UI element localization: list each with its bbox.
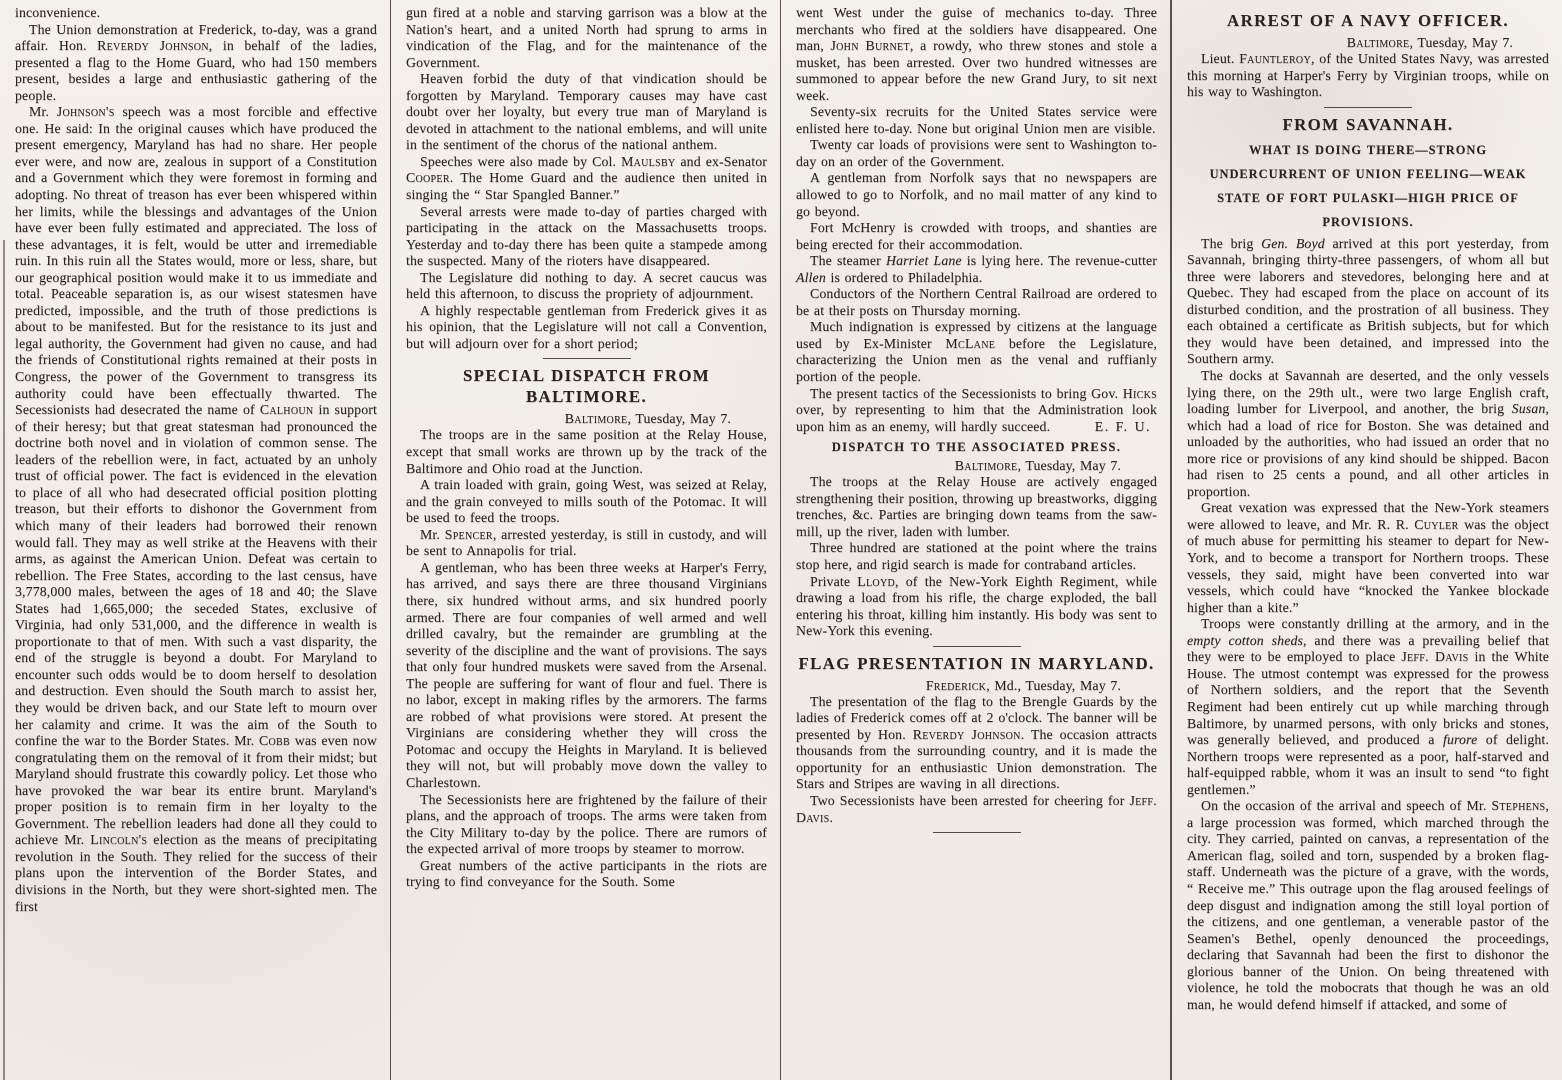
article-paragraph [796, 319, 1157, 385]
body-text: Twenty car loads of provisions were sent to Washington to-day on an order of the Government. [796, 137, 1157, 169]
body-text: and ex-Senator [675, 153, 767, 169]
newspaper-column-1 [0, 0, 390, 1080]
body-text: A train loaded with grain, going West, was seized at Relay, and the grain conveyed to mills south of the Potomac. It will be used to feed the troops. [406, 477, 767, 526]
article-headline [1187, 114, 1549, 135]
small-caps-name: Stephens [1491, 798, 1546, 814]
body-text: , Tuesday, May 7. [627, 411, 731, 427]
dateline [796, 457, 1157, 474]
small-caps-name: John Burnet [830, 38, 910, 54]
small-caps-name: Baltimore [954, 458, 1018, 474]
body-text: , of the New-York Eighth Regiment, while drawing a load from his rifle, the charge exploded, the ball entering his throat, killing him instantly. His body was sent to New-York this evening. [796, 573, 1157, 639]
article-paragraph [796, 694, 1157, 793]
body-text: On the occasion of the arrival and speech of Mr. [1201, 798, 1492, 814]
article-paragraph [1187, 616, 1549, 798]
dateline [796, 677, 1157, 694]
italic-text: furore [1442, 732, 1478, 748]
newspaper-column-3 [780, 0, 1170, 1080]
body-text: Three hundred are stationed at the point where the trains stop here, and rigid search is made for contraband articles. [796, 540, 1157, 572]
body-text: . The occasion attracts thousands from the surrounding country, and it is made the opportunity for an enthusiastic Union demonstration. The Stars and Stripes are waving in all directions. [796, 726, 1157, 792]
body-text: FROM SAVANNAH. [1282, 114, 1454, 134]
italic-text: Gen. Boyd [1261, 235, 1325, 251]
article-paragraph [1187, 51, 1549, 101]
article-headline [406, 365, 767, 407]
body-text: Several arrests were made to-day of parties charged with participating in the attack on the Massachusetts troops. Yesterday and to-day there has been quite a stampede among the suspected. Many of the rioters have disappeared. [406, 203, 767, 269]
small-caps-name: Lincoln's [90, 832, 148, 848]
body-text: speech was a most forcible and effective one. He said: In the original causes which have produced the present emergency, Maryland has had no share. Her people ever were, and now are, zealous in support of a Constitution and a Government which they were foremost in forming and adopting. No threat of treason has ever been whispered within her limits, while the blessings and advantages of the Union have ever been fully estimated and appreciated. The loss of these advantages, it is felt, would be utter and irremediable ruin. In this ruin all the States would, more or less, share, but our geographical position would make it to us immediate and total. Peaceable separation is, as our wisest statesmen have predicted, impossible, and the truth of those predictions is about to be manifested. But for the resistance to its just and legal authority, the Government had given no cause, and had the friends of Constitutional rights remained at their posts in Congress, the power of the Government to transgress its authority could have been effectually thwarted. The Secessionists had desecrated the name of [15, 104, 377, 418]
section-divider-rule [933, 646, 1021, 647]
body-text: Mr. [29, 104, 57, 120]
article-paragraph [796, 540, 1157, 573]
article-paragraph [406, 427, 767, 477]
article-paragraph [15, 22, 377, 105]
italic-text: empty cotton sheds [1187, 632, 1304, 648]
body-text: , Tuesday, May 7. [1017, 458, 1121, 474]
small-caps-name: McLane [945, 335, 996, 351]
body-text: was even now congratulating them on the removal of it from their midst; but Maryland should frustrate this cowardly policy. Let those who have provoked the war bear its entire brunt. Maryland's proper position is to remain firm in her loyalty to the Government. The rebellion leaders had done all they could to achieve Mr. [15, 733, 378, 848]
small-caps-name: Baltimore [564, 411, 628, 427]
body-text: , a large procession was formed, which marched through the city. They carried, painted on canvas, a representation of the American flag, soiled and torn, suspended by a broken flag-staff. Underneath was the picture of a grave, with the words, “ Receive me.” This outrage upon the flag aroused feelings of deep disgust and indignation among the still loyal portion of the citizens, and one gentleman, a venerable pastor of the Seamen's Bethel, openly denounced the proceedings, declaring that Savannah had been the first to dishonor the glorious banner of the Union. On being threatened with violence, he told the mobocrats that though he was an old man, he would defend himself if attacked, and some of [1187, 798, 1549, 1012]
newspaper-column-4 [1170, 0, 1562, 1080]
body-text: The steamer [810, 253, 886, 269]
body-text: SPECIAL DISPATCH FROM BALTIMORE. [462, 366, 711, 407]
body-text: Conductors of the Northern Central Railroad are ordered to be at their posts on Thursday morning. [796, 286, 1157, 318]
body-text: Lieut. [1201, 51, 1240, 66]
body-text: Seventy-six recruits for the United States service were enlisted here to-day. None but original Union men are visible. [796, 104, 1157, 136]
article-paragraph [406, 527, 767, 560]
article-paragraph [406, 303, 767, 353]
article-paragraph-continuation [15, 5, 377, 22]
body-text: The Secessionists here are frightened by the failure of their plans, and the approach of troops. The arms were taken from the City Military to-day by the police. There are rumors of the expected arrival of more troops by steamer to morrow. [406, 791, 767, 857]
small-caps-name: Reverdy Johnson [97, 38, 209, 54]
article-paragraph [406, 858, 767, 891]
body-text: went West under the guise of mechanics to-day. Three merchants who fired at the soldiers have disappeared. One man, [796, 5, 1157, 54]
body-text: in the White House. The utmost contempt was expressed for the prowess of Northern soldiers, and the report that the Seventh Regiment had been entirely cut up while marching through Baltimore, by unarmed persons, with only bricks and stones, was generally believed, and produced a [1187, 649, 1549, 748]
body-text: Much indignation is expressed by citizens at the language used by Ex-Minister [796, 319, 1157, 351]
article-paragraph [1187, 798, 1549, 1013]
body-text: Private [810, 573, 858, 589]
small-caps-name: Cuyler [1414, 516, 1459, 532]
body-text: is lying here. The revenue-cutter [961, 253, 1157, 269]
article-paragraph [796, 386, 1157, 436]
body-text: The Union demonstration at Frederick, to-day, was a grand affair. Hon. [15, 21, 377, 54]
italic-text: Allen [796, 269, 826, 285]
body-text: is ordered to Philadelphia. [825, 269, 983, 285]
section-divider-rule [1324, 107, 1412, 108]
article-paragraph [406, 71, 767, 154]
body-text: A highly respectable gentleman from Frederick gives it as his opinion, that the Legislature will not call a Convention, but will adjourn over for a short period; [406, 302, 767, 351]
article-paragraph-continuation [796, 5, 1157, 104]
body-text: . The Home Guard and the audience then united in singing the “ Star Spangled Banner.” [406, 170, 767, 203]
small-caps-name: Frederick [925, 677, 987, 693]
italic-text: Susan [1511, 401, 1546, 417]
small-caps-name: Reverdy Johnson [912, 726, 1021, 742]
article-paragraph [796, 286, 1157, 319]
dateline [406, 410, 767, 427]
article-paragraph [796, 793, 1157, 826]
article-paragraph [796, 170, 1157, 220]
body-text: , and there was a prevailing belief that they were to be employed to place [1187, 632, 1549, 665]
body-text: , which had a load of rice for Boston. She was detained and unloaded by the authorities, who had issued an order that no more rice or provisions of any kind should be shipped. Bacon had risen to 25 cents a pound, and all other articles in proportion. [1187, 401, 1549, 499]
small-caps-name: Fauntleroy [1239, 51, 1311, 66]
body-text: was the object of much abuse for permitting his steamer to depart for New-York, and to become a transport for Northern troops. These vessels, they said, might have been converted into war vessels, which could have “knocked the Yankee blockade higher than a kite.” [1187, 516, 1550, 615]
body-text: . [829, 809, 834, 825]
article-paragraph [15, 104, 377, 915]
small-caps-name: Spencer [444, 526, 493, 542]
small-caps-name: Lloyd [857, 573, 895, 589]
body-text: gun fired at a noble and starving garrison was a blow at the Nation's heart, and a united North had sprung to arms in vindication of the Flag, and for the maintenance of the Government. [406, 5, 767, 70]
body-text: , Md., Tuesday, May 7. [986, 677, 1121, 693]
article-paragraph [1187, 368, 1549, 500]
body-text: The present tactics of the Secessionists to bring Gov. [810, 385, 1123, 401]
small-caps-name: Baltimore [1346, 35, 1410, 50]
small-caps-name: Johnson's [56, 104, 115, 120]
body-text: , in behalf of the ladies, presented a flag to the Home Guard, who had 150 members present, besides a large and enthusiastic gathering of the people. [15, 38, 377, 103]
body-text: The troops at the Relay House are actively engaged strengthening their position, throwing up breastworks, digging trenches, &c. Parties are bringing down teams from the saw-mill, up the river, laden with lumber. [796, 474, 1157, 539]
body-text: The brig [1201, 235, 1262, 251]
body-text: election as the means of precipitating revolution in the South. They relied for the success of their plans upon the intervention of the Border States, and divisions in the North, but they were short-sighted men. The first [15, 832, 378, 914]
body-text: Speeches were also made by Col. [420, 153, 622, 169]
newspaper-column-2 [390, 0, 780, 1080]
article-paragraph [796, 220, 1157, 253]
body-text: inconvenience. [15, 5, 101, 20]
body-text: The presentation of the flag to the Brengle Guards by the ladies of Frederick comes off at 2 o'clock. The banner will be presented by Hon. [796, 693, 1157, 742]
article-paragraph [1187, 500, 1549, 616]
body-text: in support of their heresy; but that great statesman had pronounced the doctrine both novel and in violation of common sense. The leaders of the rebellion were, in fact, actuated by an unholy trust of official power. The fact is evidenced in the elevation to place of all who had desecrated official position plotting treason, but their efforts to dishonor the Government from which many of their leaders had borrowed their renown would fall. They may as well strike at the Heavens with their arms, as against the American Union. Defeat was certain to rebellion. The Free States, according to the last census, have 3,778,000 males, between the ages of 18 and 40; the Slave States had 1,665,000; the seceded States, exclusive of Virginia, had only 531,000, and the difference in wealth is proportionate to that of men. With such a vast disparity, the end of the struggle is beyond a doubt. For Maryland to encounter such odds would be to doom herself to desolation and destruction. Even should the South march to assist her, they would be driven back, and our State left to mourn over her calamity and crime. It was the aim of the South to confine the war to the Border States. Mr. [15, 402, 378, 749]
body-text: over, by representing to him that the Administration look upon him as an enemy, will hardly succeed. [796, 402, 1157, 434]
section-divider-rule [933, 832, 1021, 833]
dateline [1187, 34, 1549, 51]
body-text: A gentleman, who has been three weeks at Harper's Ferry, has arrived, and says there are three thousand Virginians there, six hundred without arms, and six hundred poorly armed. There are four companies of well armed and well drilled cavalry, but the remainder are grumbling at the severity of the discipline and the want of provisions. The says that only four hundred muskets were saved from the Arsenal. The people are suffering for want of flour and fuel. There is no labor, except in making rifles by the armorers. The farms are robbed of what provisions were stored. At present the Virginians are considering whether they will cross the Potomac and occupy the Heights in Maryland. It is believed they will not, but will probably move down the valley to Charlestown. [406, 559, 767, 790]
body-text: Fort McHenry is crowded with troops, and shanties are being erected for their accommodation. [796, 220, 1157, 252]
body-text: FLAG PRESENTATION IN MARYLAND. [798, 653, 1155, 673]
article-paragraph [406, 270, 767, 303]
small-caps-name: Hicks [1122, 385, 1157, 401]
article-deck [1191, 138, 1545, 234]
small-caps-name: Jeff. Davis [1401, 649, 1469, 665]
small-caps-name: Maulsby [621, 153, 676, 169]
article-paragraph [796, 574, 1157, 640]
article-paragraph [406, 477, 767, 527]
body-text: , a rowdy, who threw stones and stole a musket, has been arrested. Over two hundred witnesses are summoned to appear before the new Grand Jury, to sit next week. [796, 38, 1158, 103]
article-paragraph [406, 204, 767, 270]
article-paragraph [1187, 236, 1549, 368]
body-text: , arrested yesterday, is still in custody, and will be sent to Annapolis for trial. [406, 526, 767, 559]
article-paragraph [406, 560, 767, 792]
body-text: The Legislature did nothing to day. A secret caucus was held this afternoon, to discuss the propriety of adjournment. [406, 269, 767, 302]
body-text: Troops were constantly drilling at the armory, and in the [1201, 616, 1549, 632]
body-text: Two Secessionists have been arrested for cheering for [810, 792, 1130, 808]
body-text: A gentleman from Norfolk says that no newspapers are allowed to go to Norfolk, and no mail matter of any kind to go beyond. [796, 170, 1157, 219]
body-text: ARREST OF A NAVY OFFICER. [1227, 11, 1509, 30]
article-subheadline [796, 439, 1157, 456]
body-text: , of the United States Navy, was arrested this morning at Harper's Ferry by Virginian troops, while on his way to Washington. [1187, 51, 1549, 100]
small-caps-name: Cobb [258, 733, 290, 749]
article-paragraph [796, 253, 1157, 286]
body-text: The troops are in the same position at the Relay House, except that small works are thrown up by the track of the Baltimore and Ohio road at the Junction. [406, 427, 767, 476]
body-text: Mr. [420, 526, 445, 542]
article-paragraph [796, 474, 1157, 540]
body-text: WHAT IS DOING THERE—STRONG UNDERCURRENT OF UNION FEELING—WEAK STATE OF FORT PULASKI—HIGH PRICE OF PROVISIONS. [1209, 142, 1527, 229]
body-text: The docks at Savannah are deserted, and the only vessels lying there, on the 29th ult., were two large English craft, loading lumber for Liverpool, and another, the brig [1187, 368, 1549, 417]
body-text: arrived at this port yesterday, from Savannah, bringing thirty-three passengers, of whom all but three were laborers and stevedores, belonging here and at Quebec. They had escaped from the place on account of its disturbed condition, and the prostration of all business. They each obtained a certificate as British subjects, but for which they would have been detained, and impressed into the Southern army. [1187, 235, 1549, 367]
article-headline [796, 653, 1157, 674]
body-text: Great vexation was expressed that the New-York steamers were allowed to leave, and Mr. R. R. [1187, 500, 1549, 532]
article-paragraph [406, 792, 767, 858]
article-paragraph [796, 104, 1157, 137]
body-text: of delight. Northern troops were represented as a poor, half-starved and half-equipped rabble, whom it was an insult to send “to fight gentlemen.” [1187, 732, 1549, 797]
italic-text: Harriet Lane [885, 253, 962, 269]
small-caps-name: Jeff. Davis [796, 792, 1157, 825]
article-paragraph [796, 137, 1157, 170]
small-caps-name: Calhoun [259, 402, 314, 418]
body-text: DISPATCH TO THE ASSOCIATED PRESS. [831, 440, 1122, 455]
article-paragraph-continuation [406, 5, 767, 71]
body-text: Great numbers of the active participants in the riots are trying to find conveyance for the South. Some [406, 857, 767, 890]
body-text: , Tuesday, May 7. [1409, 35, 1513, 50]
article-paragraph [406, 154, 767, 204]
section-divider-rule [543, 358, 631, 359]
article-headline [1187, 10, 1549, 31]
correspondent-initials: E. F. U. [1094, 418, 1151, 434]
body-text: Heaven forbid the duty of that vindication should be forgotten by Maryland. Temporary causes may have cast doubt over her loyalty, but every true man of Maryland is devoted in attachment to the national emblems, and will unite in the sentiment of the chorus of the national anthem. [406, 71, 767, 153]
body-text: before the Legislature, characterizing the Union men as the venal and ruffianly portion of the people. [796, 335, 1157, 385]
small-caps-name: Cooper [406, 170, 450, 186]
